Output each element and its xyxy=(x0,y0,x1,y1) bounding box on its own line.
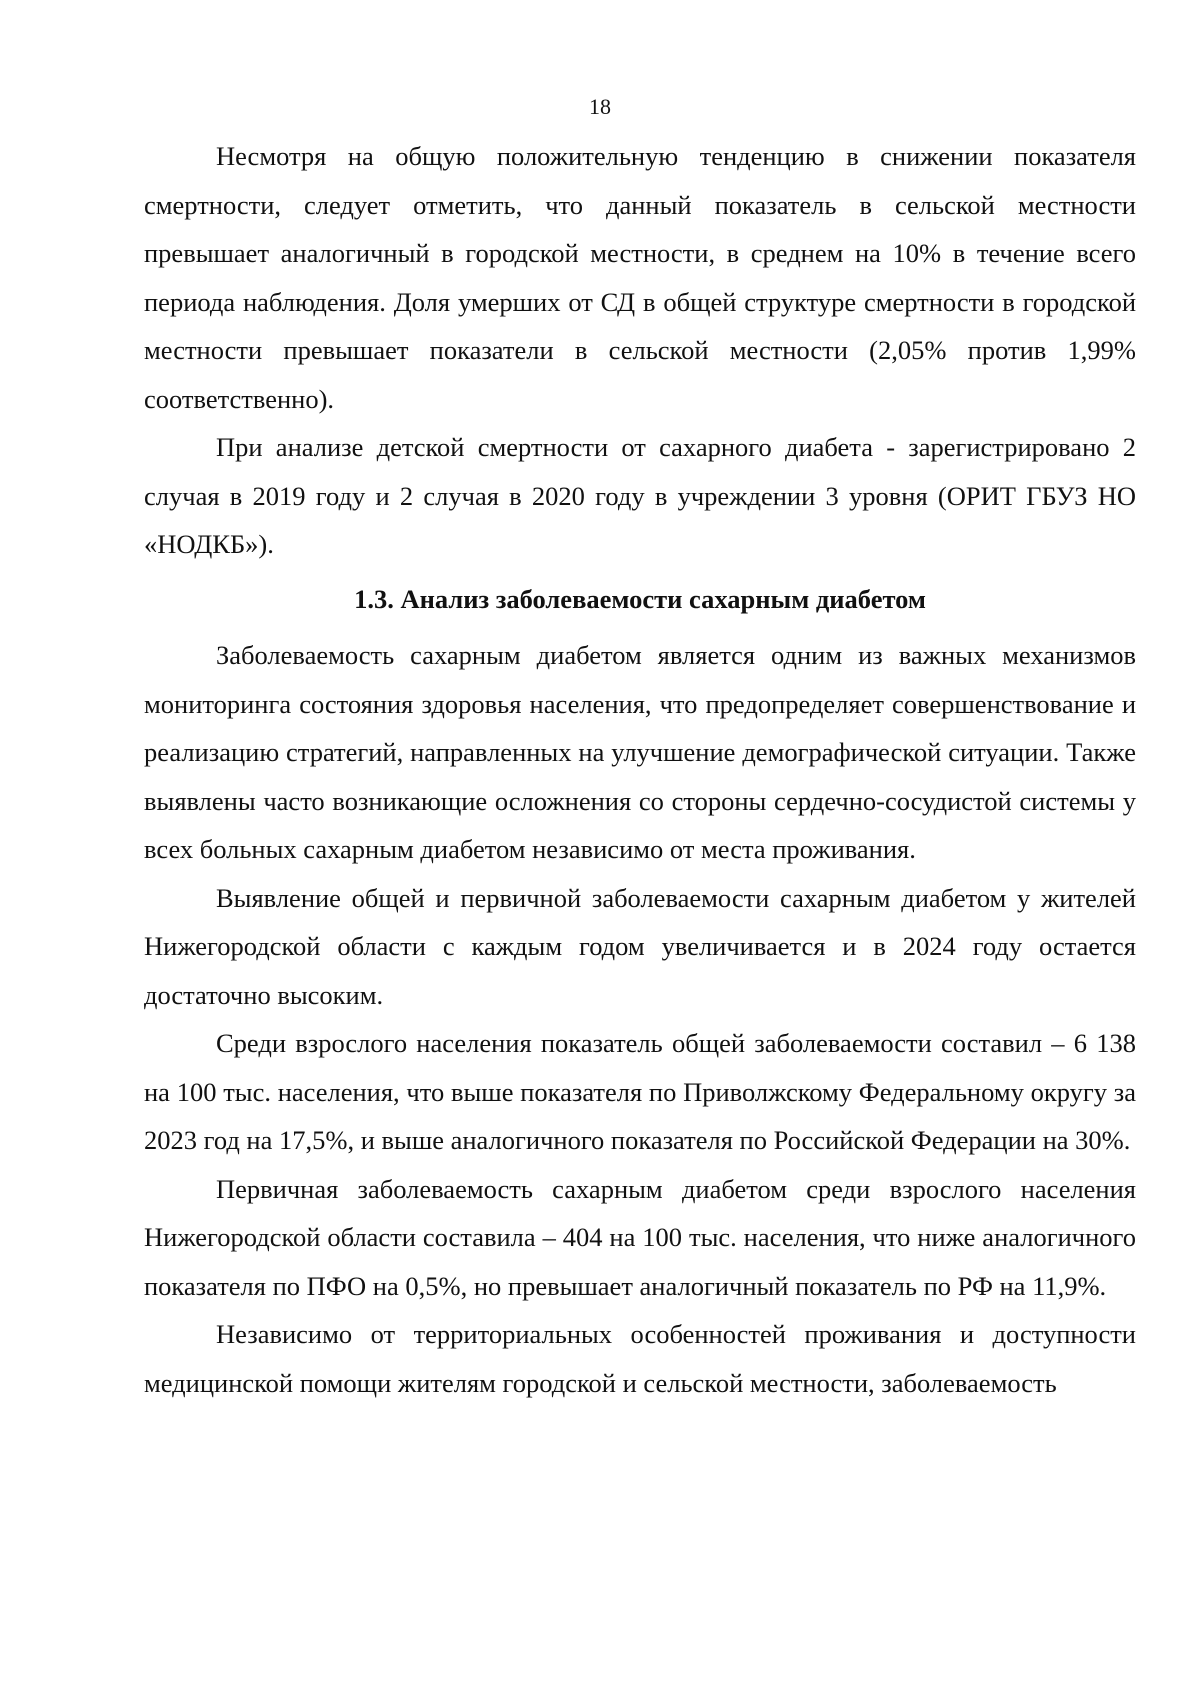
document-body xyxy=(144,132,1136,1407)
section-heading: 1.3. Анализ заболеваемости сахарным диабетом xyxy=(354,583,926,614)
paragraph-incidence-growth: Выявление общей и первичной заболеваемости сахарным диабетом у жителей Нижегородской области с каждым годом увеличивается и в 2024 году остается достаточно высоким. xyxy=(144,882,1136,1010)
paragraph-incidence-monitoring: Заболеваемость сахарным диабетом является одним из важных механизмов мониторинга состояния здоровья населения, что предопределяет совершенствование и реализацию стратегий, направленных на улучшение демографической ситуации. Также выявлены часто возникающие осложнения со стороны сердечно-сосудистой системы у всех больных сахарным диабетом независимо от места проживания. xyxy=(144,640,1136,864)
paragraph-primary-incidence: Первичная заболеваемость сахарным диабетом среди взрослого населения Нижегородской области составила – 404 на 100 тыс. населения, что ниже аналогичного показателя по ПФО на 0,5%, но превышает аналогичный показатель по РФ на 11,9%. xyxy=(144,1173,1136,1301)
paragraph-total-incidence: Среди взрослого населения показатель общей заболеваемости составил – 6 138 на 100 тыс. населения, что выше показателя по Приволжскому Федеральному округу за 2023 год на 17,5%, и выше аналогичного показателя по Российской Федерации на 30%. xyxy=(144,1028,1136,1155)
paragraph-territorial-features: Независимо от территориальных особенностей проживания и доступности медицинской помощи жителям городской и сельской местности, заболеваемость xyxy=(144,1319,1136,1398)
paragraph-child-mortality: При анализе детской смертности от сахарного диабета - зарегистрировано 2 случая в 2019 году и 2 случая в 2020 году в учреждении 3 уровня (ОРИТ ГБУЗ НО «НОДКБ»). xyxy=(144,432,1136,559)
paragraph-mortality-rural-urban: Несмотря на общую положительную тенденцию в снижении показателя смертности, следует отметить, что данный показатель в сельской местности превышает аналогичный в городской местности, в среднем на 10% в течение всего периода наблюдения. Доля умерших от СД в общей структуре смертности в городской местности превышает показатели в сельской местности (2,05% против 1,99% соответственно). xyxy=(144,141,1136,414)
page-number: 18 xyxy=(589,94,611,119)
